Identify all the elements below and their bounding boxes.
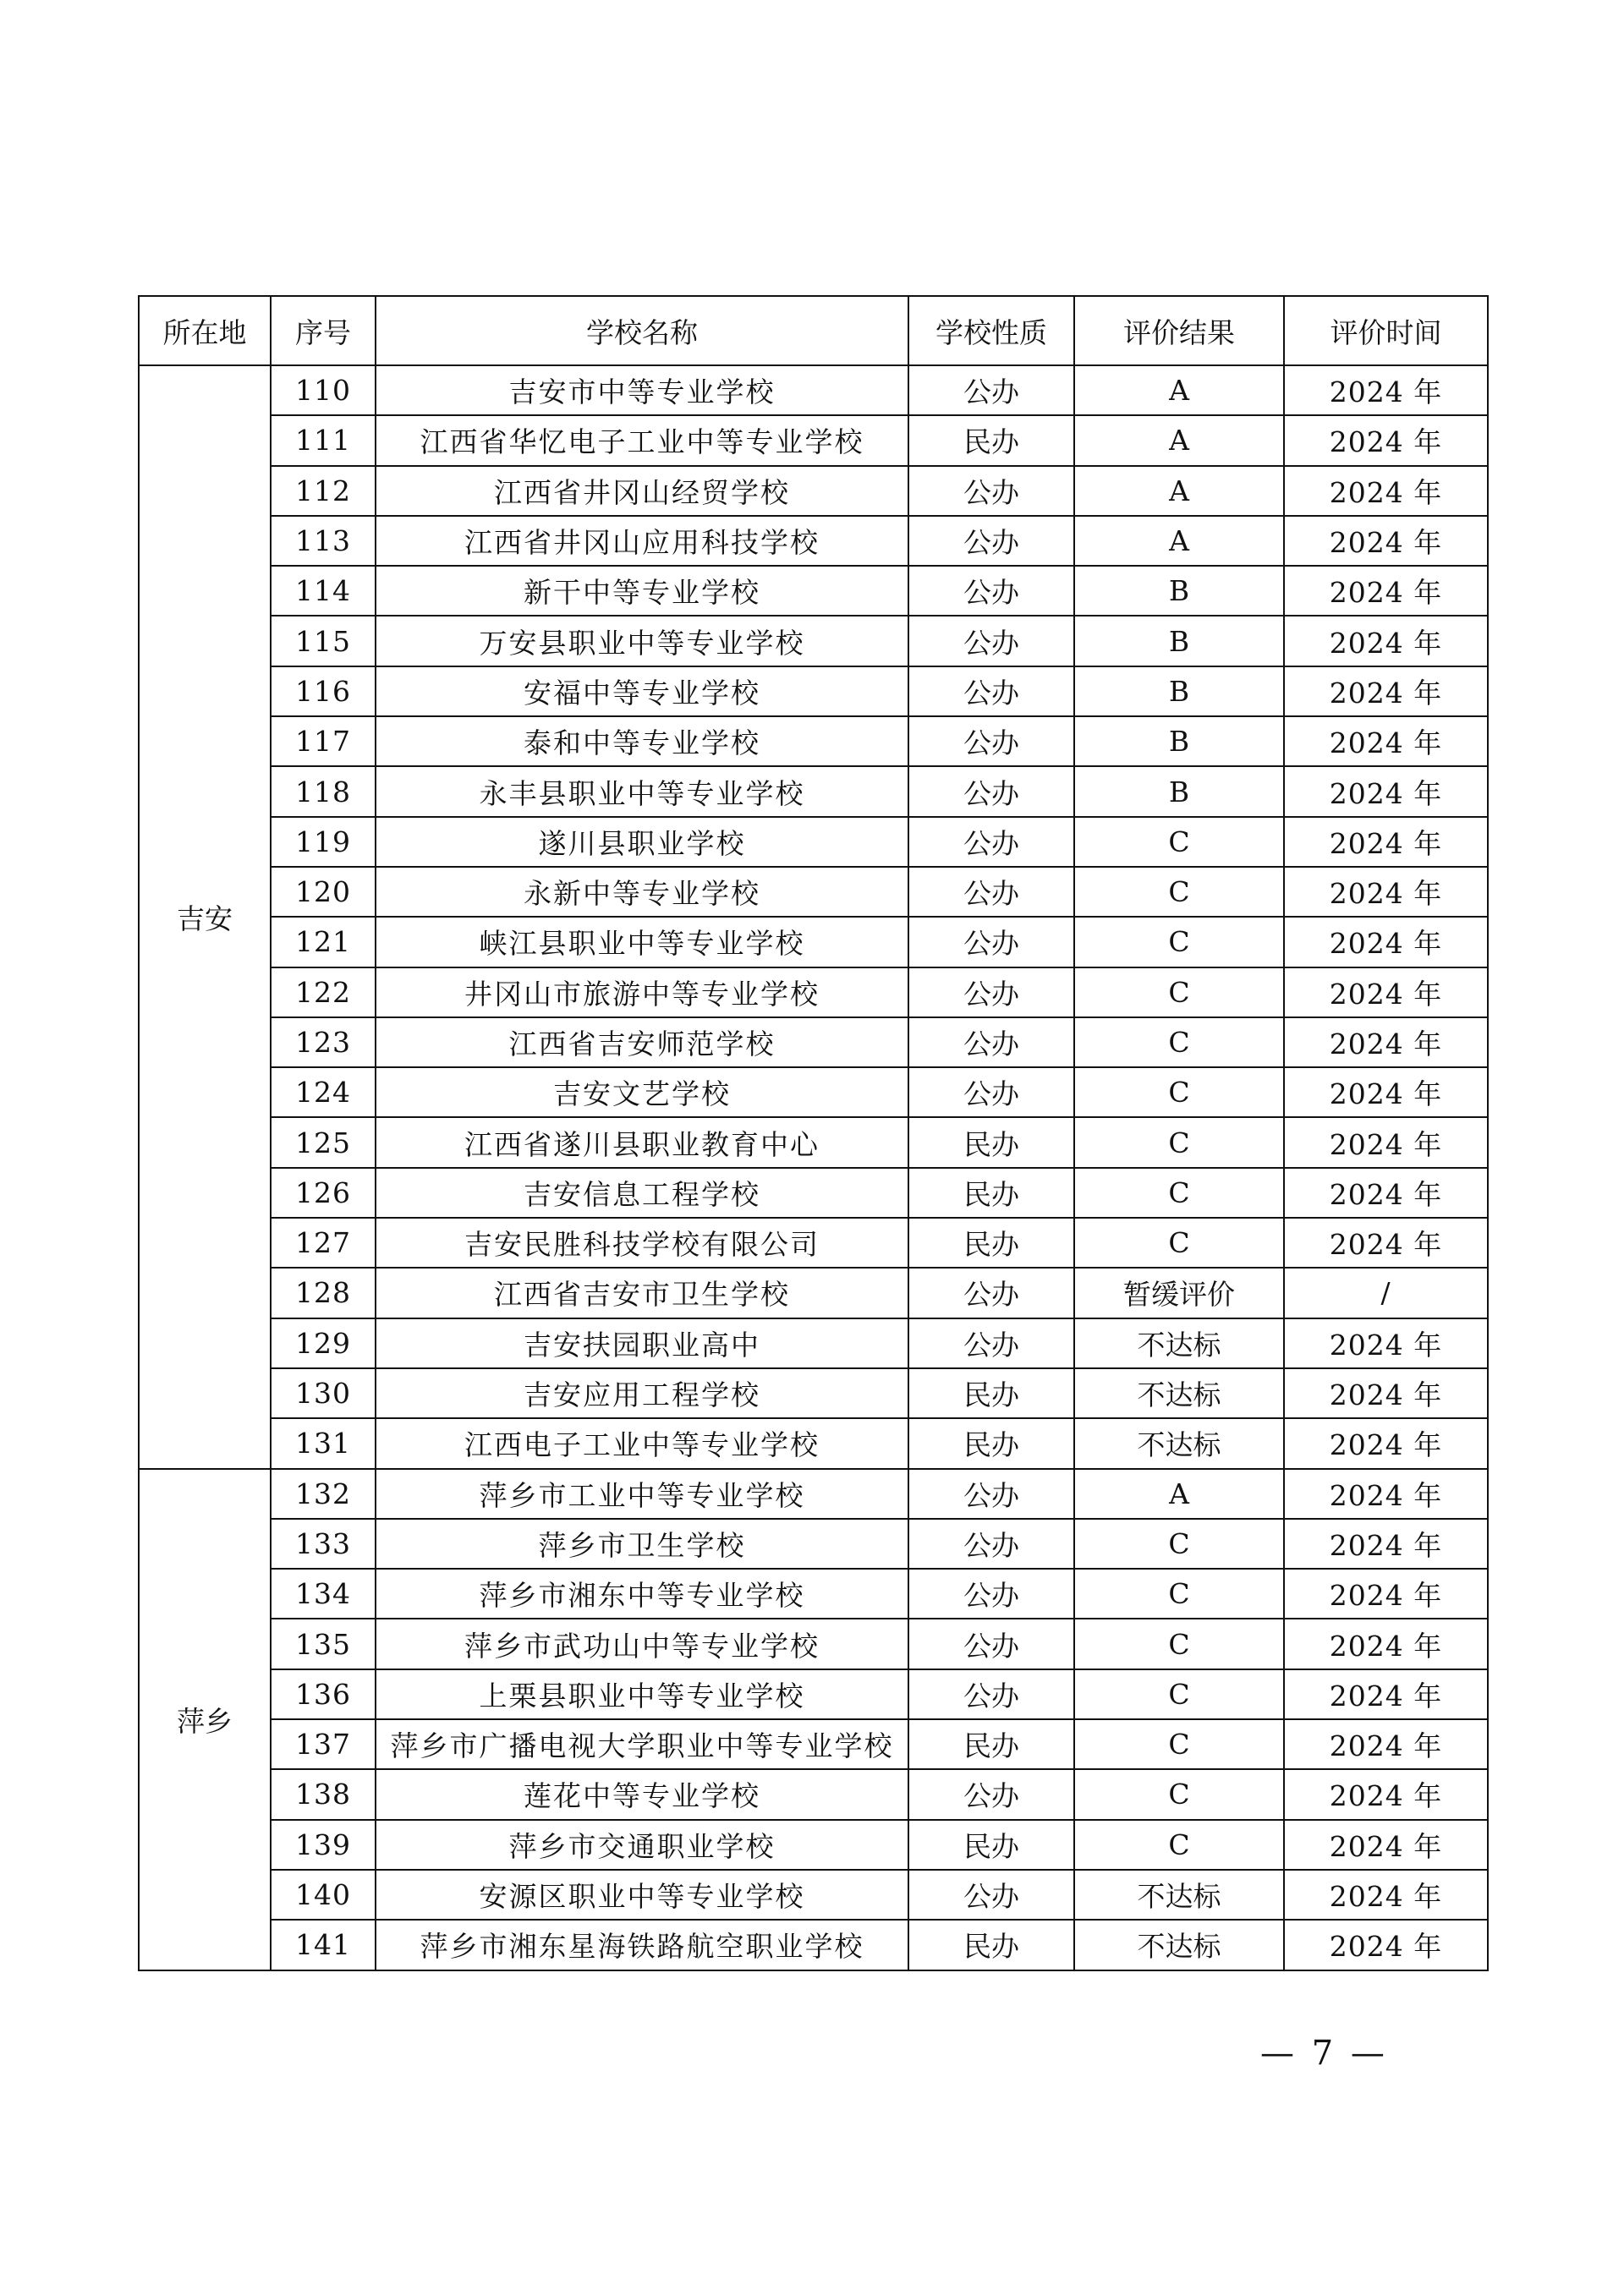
school-type-cell: 公办: [908, 1769, 1074, 1819]
result-cell: A: [1074, 365, 1284, 415]
result-cell: C: [1074, 1067, 1284, 1117]
school-type-cell: 公办: [908, 917, 1074, 967]
table-row: [139, 867, 1488, 917]
time-cell: 2024 年: [1284, 415, 1488, 465]
school-type-cell: 公办: [908, 1017, 1074, 1067]
table-row: [139, 466, 1488, 516]
region-cell: 吉安: [139, 365, 271, 1469]
seq-cell: 115: [271, 616, 376, 666]
school-type-cell: 公办: [908, 1067, 1074, 1117]
time-cell: 2024 年: [1284, 967, 1488, 1017]
school-name-cell: 吉安信息工程学校: [376, 1168, 908, 1218]
school-name-cell: 江西省吉安市卫生学校: [376, 1268, 908, 1318]
time-cell: 2024 年: [1284, 1318, 1488, 1368]
table-row: [139, 1820, 1488, 1870]
table-row: [139, 716, 1488, 766]
table-row: [139, 967, 1488, 1017]
seq-cell: 141: [271, 1920, 376, 1970]
school-type-cell: 公办: [908, 1870, 1074, 1920]
result-cell: A: [1074, 1469, 1284, 1519]
result-cell: 不达标: [1074, 1418, 1284, 1468]
table-body: [139, 365, 1488, 1970]
seq-cell: 114: [271, 566, 376, 616]
result-cell: C: [1074, 1719, 1284, 1769]
result-cell: C: [1074, 1218, 1284, 1268]
table-row: [139, 1067, 1488, 1117]
school-type-cell: 公办: [908, 1669, 1074, 1719]
time-cell: 2024 年: [1284, 1619, 1488, 1669]
table-row: [139, 1669, 1488, 1719]
seq-cell: 110: [271, 365, 376, 415]
school-type-cell: 公办: [908, 1469, 1074, 1519]
time-cell: 2024 年: [1284, 1117, 1488, 1167]
table-row: [139, 1719, 1488, 1769]
school-name-cell: 萍乡市工业中等专业学校: [376, 1469, 908, 1519]
time-cell: 2024 年: [1284, 917, 1488, 967]
result-cell: C: [1074, 817, 1284, 867]
school-name-cell: 新干中等专业学校: [376, 566, 908, 616]
seq-cell: 111: [271, 415, 376, 465]
time-cell: 2024 年: [1284, 1218, 1488, 1268]
table-row: [139, 1218, 1488, 1268]
header-row: [139, 296, 1488, 365]
school-type-cell: 民办: [908, 1418, 1074, 1468]
school-name-cell: 萍乡市卫生学校: [376, 1519, 908, 1569]
time-cell: 2024 年: [1284, 817, 1488, 867]
result-cell: C: [1074, 1619, 1284, 1669]
seq-cell: 120: [271, 867, 376, 917]
time-cell: 2024 年: [1284, 666, 1488, 716]
school-name-cell: 萍乡市广播电视大学职业中等专业学校: [376, 1719, 908, 1769]
seq-cell: 116: [271, 666, 376, 716]
table-row: [139, 1469, 1488, 1519]
school-type-cell: 公办: [908, 1569, 1074, 1619]
table-row: [139, 516, 1488, 566]
seq-cell: 130: [271, 1368, 376, 1418]
school-type-cell: 公办: [908, 817, 1074, 867]
school-type-cell: 公办: [908, 616, 1074, 666]
seq-cell: 122: [271, 967, 376, 1017]
table-row: [139, 817, 1488, 867]
time-cell: 2024 年: [1284, 1669, 1488, 1719]
table-row: [139, 1117, 1488, 1167]
school-name-cell: 万安县职业中等专业学校: [376, 616, 908, 666]
time-cell: /: [1284, 1268, 1488, 1318]
header-time: 评价时间: [1284, 296, 1488, 365]
table-row: [139, 1268, 1488, 1318]
school-name-cell: 吉安民胜科技学校有限公司: [376, 1218, 908, 1268]
seq-cell: 131: [271, 1418, 376, 1468]
table-row: [139, 766, 1488, 816]
result-cell: B: [1074, 766, 1284, 816]
seq-cell: 118: [271, 766, 376, 816]
school-name-cell: 遂川县职业学校: [376, 817, 908, 867]
table-row: [139, 1569, 1488, 1619]
school-name-cell: 永丰县职业中等专业学校: [376, 766, 908, 816]
school-type-cell: 公办: [908, 1268, 1074, 1318]
result-cell: B: [1074, 716, 1284, 766]
school-name-cell: 吉安文艺学校: [376, 1067, 908, 1117]
time-cell: 2024 年: [1284, 365, 1488, 415]
school-type-cell: 公办: [908, 516, 1074, 566]
seq-cell: 133: [271, 1519, 376, 1569]
result-cell: A: [1074, 516, 1284, 566]
seq-cell: 124: [271, 1067, 376, 1117]
seq-cell: 121: [271, 917, 376, 967]
school-name-cell: 吉安应用工程学校: [376, 1368, 908, 1418]
time-cell: 2024 年: [1284, 516, 1488, 566]
time-cell: 2024 年: [1284, 1769, 1488, 1819]
result-cell: 不达标: [1074, 1870, 1284, 1920]
result-cell: 不达标: [1074, 1368, 1284, 1418]
result-cell: 不达标: [1074, 1318, 1284, 1368]
time-cell: 2024 年: [1284, 1519, 1488, 1569]
seq-cell: 112: [271, 466, 376, 516]
school-name-cell: 江西省井冈山经贸学校: [376, 466, 908, 516]
header-result: 评价结果: [1074, 296, 1284, 365]
table-row: [139, 1017, 1488, 1067]
result-cell: B: [1074, 566, 1284, 616]
seq-cell: 119: [271, 817, 376, 867]
table-row: [139, 1920, 1488, 1970]
header-school-type: 学校性质: [908, 296, 1074, 365]
school-type-cell: 公办: [908, 566, 1074, 616]
time-cell: 2024 年: [1284, 1870, 1488, 1920]
time-cell: 2024 年: [1284, 1820, 1488, 1870]
school-type-cell: 公办: [908, 365, 1074, 415]
school-name-cell: 井冈山市旅游中等专业学校: [376, 967, 908, 1017]
result-cell: B: [1074, 666, 1284, 716]
time-cell: 2024 年: [1284, 1418, 1488, 1468]
school-evaluation-table: [138, 295, 1489, 1971]
school-name-cell: 萍乡市湘东星海铁路航空职业学校: [376, 1920, 908, 1970]
school-type-cell: 民办: [908, 1218, 1074, 1268]
school-type-cell: 公办: [908, 666, 1074, 716]
school-name-cell: 萍乡市交通职业学校: [376, 1820, 908, 1870]
time-cell: 2024 年: [1284, 566, 1488, 616]
school-type-cell: 公办: [908, 867, 1074, 917]
time-cell: 2024 年: [1284, 1017, 1488, 1067]
table-row: [139, 566, 1488, 616]
time-cell: 2024 年: [1284, 1067, 1488, 1117]
time-cell: 2024 年: [1284, 1569, 1488, 1619]
time-cell: 2024 年: [1284, 1920, 1488, 1970]
result-cell: A: [1074, 466, 1284, 516]
time-cell: 2024 年: [1284, 716, 1488, 766]
time-cell: 2024 年: [1284, 867, 1488, 917]
school-name-cell: 永新中等专业学校: [376, 867, 908, 917]
result-cell: C: [1074, 1669, 1284, 1719]
table-row: [139, 1519, 1488, 1569]
table-row: [139, 1418, 1488, 1468]
seq-cell: 136: [271, 1669, 376, 1719]
seq-cell: 129: [271, 1318, 376, 1368]
school-type-cell: 公办: [908, 466, 1074, 516]
result-cell: C: [1074, 867, 1284, 917]
school-name-cell: 萍乡市湘东中等专业学校: [376, 1569, 908, 1619]
table-row: [139, 616, 1488, 666]
seq-cell: 117: [271, 716, 376, 766]
seq-cell: 137: [271, 1719, 376, 1769]
region-cell: 萍乡: [139, 1469, 271, 1970]
time-cell: 2024 年: [1284, 766, 1488, 816]
time-cell: 2024 年: [1284, 1719, 1488, 1769]
seq-cell: 132: [271, 1469, 376, 1519]
table-row: [139, 1769, 1488, 1819]
result-cell: A: [1074, 415, 1284, 465]
school-type-cell: 公办: [908, 716, 1074, 766]
school-name-cell: 江西电子工业中等专业学校: [376, 1418, 908, 1468]
school-type-cell: 民办: [908, 1820, 1074, 1870]
school-type-cell: 民办: [908, 1168, 1074, 1218]
school-type-cell: 民办: [908, 415, 1074, 465]
table-row: [139, 1870, 1488, 1920]
seq-cell: 134: [271, 1569, 376, 1619]
school-name-cell: 吉安扶园职业高中: [376, 1318, 908, 1368]
school-type-cell: 民办: [908, 1117, 1074, 1167]
table-row: [139, 365, 1488, 415]
seq-cell: 126: [271, 1168, 376, 1218]
school-name-cell: 安源区职业中等专业学校: [376, 1870, 908, 1920]
seq-cell: 140: [271, 1870, 376, 1920]
school-name-cell: 吉安市中等专业学校: [376, 365, 908, 415]
school-type-cell: 民办: [908, 1920, 1074, 1970]
time-cell: 2024 年: [1284, 616, 1488, 666]
time-cell: 2024 年: [1284, 466, 1488, 516]
school-name-cell: 安福中等专业学校: [376, 666, 908, 716]
seq-cell: 127: [271, 1218, 376, 1268]
result-cell: B: [1074, 616, 1284, 666]
seq-cell: 113: [271, 516, 376, 566]
school-name-cell: 江西省井冈山应用科技学校: [376, 516, 908, 566]
table-header: [139, 296, 1488, 365]
school-type-cell: 公办: [908, 967, 1074, 1017]
school-name-cell: 江西省华忆电子工业中等专业学校: [376, 415, 908, 465]
table-row: [139, 917, 1488, 967]
school-type-cell: 公办: [908, 1619, 1074, 1669]
result-cell: C: [1074, 1168, 1284, 1218]
table-row: [139, 1318, 1488, 1368]
result-cell: C: [1074, 1820, 1284, 1870]
school-name-cell: 上栗县职业中等专业学校: [376, 1669, 908, 1719]
seq-cell: 138: [271, 1769, 376, 1819]
result-cell: C: [1074, 1117, 1284, 1167]
table-row: [139, 1168, 1488, 1218]
school-name-cell: 峡江县职业中等专业学校: [376, 917, 908, 967]
result-cell: C: [1074, 1569, 1284, 1619]
school-name-cell: 萍乡市武功山中等专业学校: [376, 1619, 908, 1669]
time-cell: 2024 年: [1284, 1469, 1488, 1519]
school-name-cell: 泰和中等专业学校: [376, 716, 908, 766]
seq-cell: 139: [271, 1820, 376, 1870]
school-name-cell: 江西省遂川县职业教育中心: [376, 1117, 908, 1167]
table-row: [139, 666, 1488, 716]
result-cell: C: [1074, 967, 1284, 1017]
school-type-cell: 民办: [908, 1368, 1074, 1418]
time-cell: 2024 年: [1284, 1168, 1488, 1218]
school-type-cell: 公办: [908, 1519, 1074, 1569]
seq-cell: 125: [271, 1117, 376, 1167]
seq-cell: 123: [271, 1017, 376, 1067]
table-row: [139, 1368, 1488, 1418]
header-region: 所在地: [139, 296, 271, 365]
table-row: [139, 415, 1488, 465]
page-number: — 7 —: [1260, 2034, 1388, 2073]
header-seq: 序号: [271, 296, 376, 365]
result-cell: C: [1074, 1519, 1284, 1569]
school-type-cell: 公办: [908, 1318, 1074, 1368]
result-cell: C: [1074, 1769, 1284, 1819]
result-cell: C: [1074, 1017, 1284, 1067]
result-cell: 暂缓评价: [1074, 1268, 1284, 1318]
school-type-cell: 民办: [908, 1719, 1074, 1769]
seq-cell: 128: [271, 1268, 376, 1318]
result-cell: 不达标: [1074, 1920, 1284, 1970]
seq-cell: 135: [271, 1619, 376, 1669]
time-cell: 2024 年: [1284, 1368, 1488, 1418]
school-name-cell: 莲花中等专业学校: [376, 1769, 908, 1819]
table-row: [139, 1619, 1488, 1669]
result-cell: C: [1074, 917, 1284, 967]
school-name-cell: 江西省吉安师范学校: [376, 1017, 908, 1067]
header-school-name: 学校名称: [376, 296, 908, 365]
school-type-cell: 公办: [908, 766, 1074, 816]
